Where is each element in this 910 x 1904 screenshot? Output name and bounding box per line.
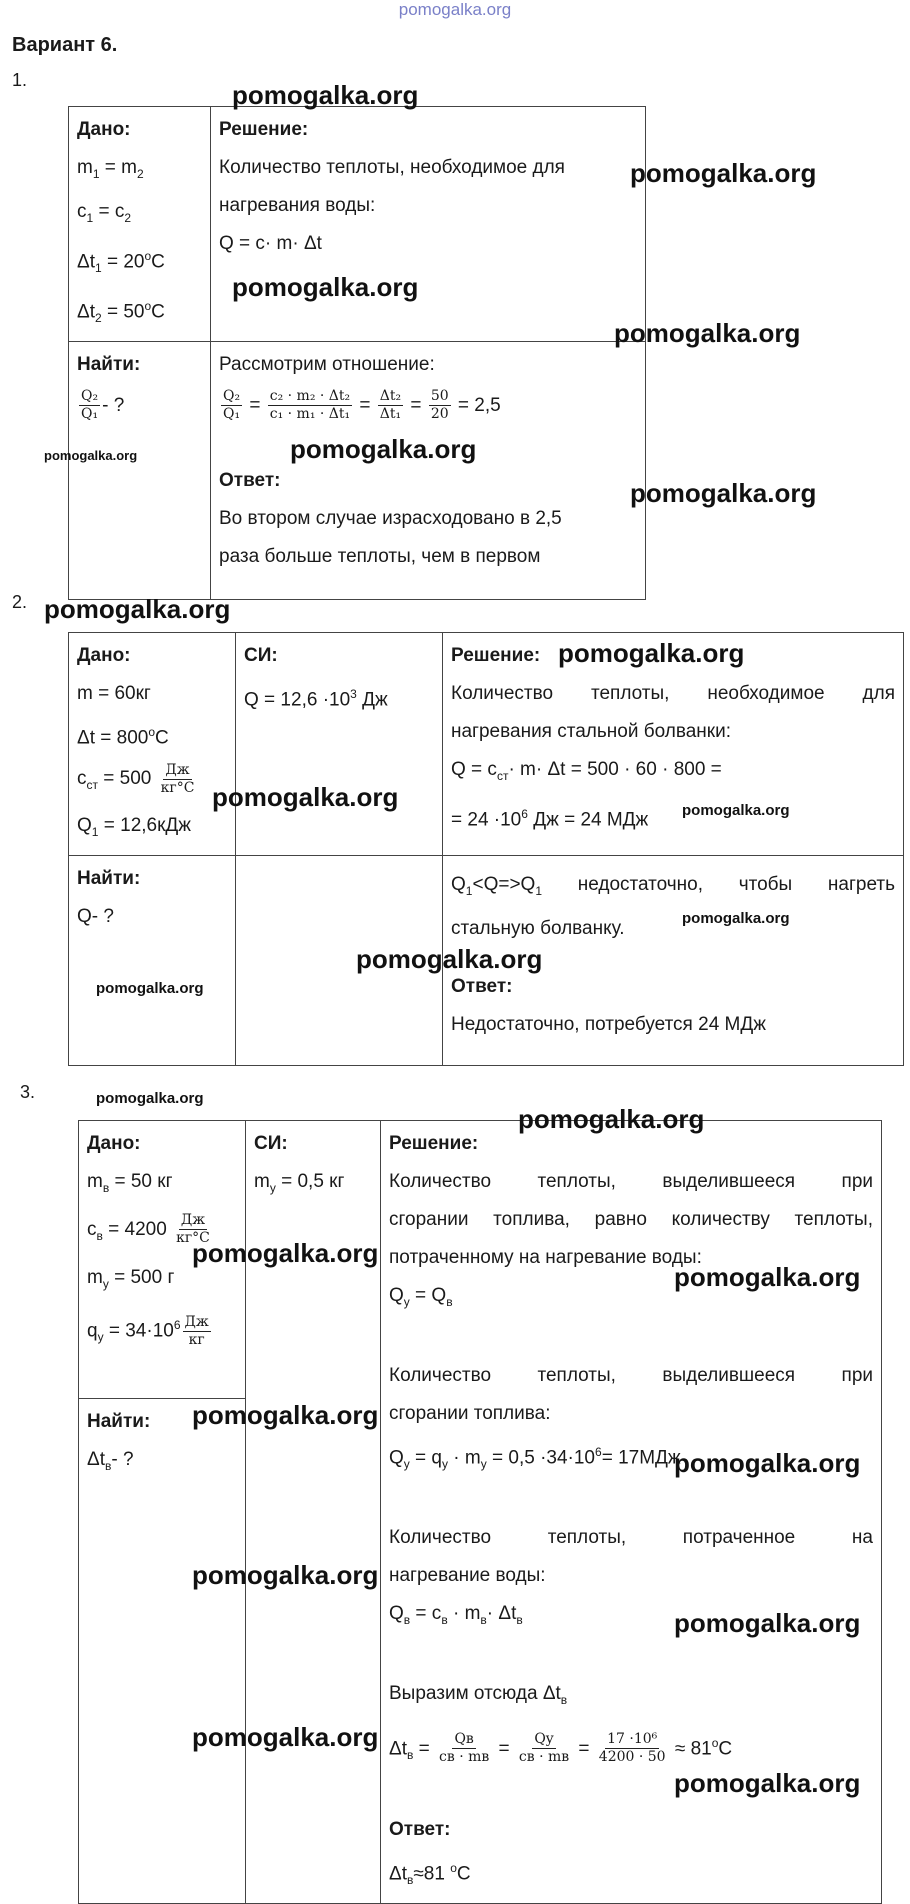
watermark: pomogalka.org xyxy=(192,1238,379,1268)
watermark: pomogalka.org xyxy=(192,1722,379,1752)
watermark: pomogalka.org xyxy=(232,80,419,110)
given-line: m = 60кг xyxy=(77,683,151,704)
watermark: pomogalka.org xyxy=(558,638,745,668)
solution-line: нагревание воды: xyxy=(389,1564,546,1586)
watermark: pomogalka.org xyxy=(44,594,231,624)
solution-line: стальную болванку. xyxy=(451,917,625,939)
answer-line: Во втором случае израсходовано в 2,5 xyxy=(219,507,562,529)
answer-line: $\Delta t_в\approx 81$ $^o$C xyxy=(389,1860,471,1887)
problem-3-number: 3. xyxy=(20,1082,36,1102)
solution-line: Количество теплоты, необходимое для xyxy=(451,683,895,704)
find-title: Найти: xyxy=(77,867,141,889)
find-line: $\frac{\text{Q₂}}{\text{Q₁}}$ - ? xyxy=(81,388,125,423)
solution-line: сгорании топлива, равно количеству теплоты, xyxy=(389,1209,873,1230)
solution-line: $Q_1<Q=>Q_1$ недостаточно, чтобы нагреть xyxy=(451,873,895,898)
solution-line: нагревания стальной болванки: xyxy=(451,721,731,742)
solution-line: $Q = c_{ст}\cdot m\cdot \Delta t = 500 \cdot 60 \cdot 800$ = xyxy=(451,759,722,783)
solution-line: Количество теплоты, выделившееся при xyxy=(389,1364,873,1386)
watermark: pomogalka.org xyxy=(192,1560,379,1590)
answer-title: Ответ: xyxy=(389,1818,451,1840)
given-title: Дано: xyxy=(77,645,131,666)
watermark: pomogalka.org xyxy=(674,1608,861,1638)
ratio-formula: $\frac{\text{Q₂}}{\text{Q₁}}$ = $\frac{\text{c₂ · m₂ · Δt₂}}{\text{c₁ · m₁ · Δt₁}}$ = $\frac{\text{Δt₂}}{\text{Δt₁}}$ = $\frac{50}{20}$ = 2,5 xyxy=(223,388,501,423)
solution-line: $Q_у = Q_в$ xyxy=(389,1285,453,1309)
ratio-title: Рассмотрим отношение: xyxy=(219,353,435,375)
solution-line: $Q_в = c_в \cdot m_в\cdot \Delta t_в$ xyxy=(389,1602,523,1627)
find-title: Найти: xyxy=(87,1411,151,1433)
find-cell xyxy=(69,855,236,1065)
given-line: $c_{ст} = 500$ $\frac{Дж}{кг^\circ C}$ xyxy=(77,761,195,796)
solution-line: потраченному на нагревание воды: xyxy=(389,1247,702,1268)
find-line: Q- ? xyxy=(77,905,114,927)
find-cell xyxy=(69,341,211,599)
watermark: pomogalka.org xyxy=(96,980,204,997)
find-line: $\Delta t_в-$ ? xyxy=(87,1449,134,1473)
watermark: pomogalka.org xyxy=(192,1400,379,1430)
watermark: pomogalka.org xyxy=(232,272,419,302)
problem-2-number: 2. xyxy=(12,592,28,612)
watermark: pomogalka.org xyxy=(44,448,138,463)
solution-line: $Q_у = q_у \cdot m_у = 0,5 \cdot 34\cdot 10^6= 17МДж$ xyxy=(389,1444,681,1471)
given-line: $\Delta t = 800^oC$ xyxy=(77,725,169,749)
solution-line: = $24 \cdot 10^6$ Дж = 24 МДж xyxy=(451,806,649,831)
si-title: СИ: xyxy=(254,1133,288,1154)
solution-line: нагревания воды: xyxy=(219,195,376,216)
given-title: Дано: xyxy=(87,1133,141,1154)
watermark: pomogalka.org xyxy=(518,1104,705,1134)
solution-line: Количество теплоты, необходимое для xyxy=(219,157,565,178)
answer-title: Ответ: xyxy=(219,469,281,491)
solution-title: Решение: xyxy=(219,119,309,140)
watermark: pomogalka.org xyxy=(682,802,790,819)
solution-line: Количество теплоты, потраченное на xyxy=(389,1526,873,1548)
given-cell xyxy=(69,107,211,342)
given-line: $\Delta t_2 = 50^oC$ xyxy=(77,298,165,325)
watermark: pomogalka.org xyxy=(674,1448,861,1478)
solution-line: Выразим отсюда $\Delta t_в$ xyxy=(389,1682,568,1707)
answer-line: раза больше теплоты, чем в первом xyxy=(219,545,541,567)
watermark: pomogalka.org xyxy=(630,158,817,188)
solution-line: Количество теплоты, выделившееся при xyxy=(389,1171,873,1192)
given-title: Дано: xyxy=(77,119,131,140)
given-line: $m_1 = m_2$ xyxy=(77,157,144,181)
solution-cell-2 xyxy=(211,341,646,599)
solution-cell xyxy=(211,107,646,342)
watermark: pomogalka.org xyxy=(630,478,817,508)
watermark: pomogalka.org xyxy=(674,1768,861,1798)
find-cell xyxy=(79,1399,246,1904)
fraction: $\frac{\text{Q₂}}{\text{Q₁}}$ xyxy=(81,388,99,423)
find-title: Найти: xyxy=(77,353,141,375)
watermark: pomogalka.org xyxy=(614,318,801,348)
si-line: $Q = 12,6 \cdot 10^3$ Дж xyxy=(244,687,388,711)
watermark: pomogalka.org xyxy=(96,1090,204,1107)
solution-title: Решение: xyxy=(389,1133,479,1154)
solution-line: сгорании топлива: xyxy=(389,1402,551,1424)
si-line: $m_у = 0,5$ кг xyxy=(254,1171,345,1195)
formula: $\Delta t_в$ = $\frac{Qв}{cв \cdot mв}$ = $\frac{Qy}{cв \cdot mв}$ = $\frac{\text{17 ·10⁶}}{4200 \cdot 50}$ ≈ $81^oC$ xyxy=(389,1731,733,1766)
watermark: pomogalka.org xyxy=(356,944,543,974)
answer-title: Ответ: xyxy=(451,975,513,997)
si-title: СИ: xyxy=(244,645,278,666)
given-line: $m_в = 50$ кг xyxy=(87,1171,173,1195)
problem-1-table xyxy=(68,106,646,600)
given-line: $\Delta t_1 = 20^oC$ xyxy=(77,248,165,275)
watermark: pomogalka.org xyxy=(674,1262,861,1292)
problem-1-number: 1. xyxy=(12,70,28,90)
answer-line: Недостаточно, потребуется 24 МДж xyxy=(451,1013,766,1035)
given-line: $m_у = 500$ г xyxy=(87,1266,175,1291)
solution-title: Решение: xyxy=(451,645,541,666)
formula: Q = c· m· Δt xyxy=(219,233,322,254)
given-line: $q_у = 34\cdot 10^6$ $\frac{Дж}{кг}$ xyxy=(87,1314,209,1349)
site-link[interactable]: pomogalka.org xyxy=(398,0,512,19)
watermark: pomogalka.org xyxy=(212,782,399,812)
problem-2-table xyxy=(68,632,904,1066)
given-cell xyxy=(69,633,236,856)
watermark: pomogalka.org xyxy=(290,434,477,464)
given-line: $c_в = 4200$ $\frac{Дж}{кг^\circ C}$ xyxy=(87,1212,210,1247)
given-line: $c_1 = c_2$ xyxy=(77,200,132,225)
si-cell xyxy=(236,633,443,856)
given-line: $Q_1 = 12,6кДж$ xyxy=(77,815,191,839)
page-title: Вариант 6. xyxy=(12,34,118,56)
watermark: pomogalka.org xyxy=(682,910,790,927)
